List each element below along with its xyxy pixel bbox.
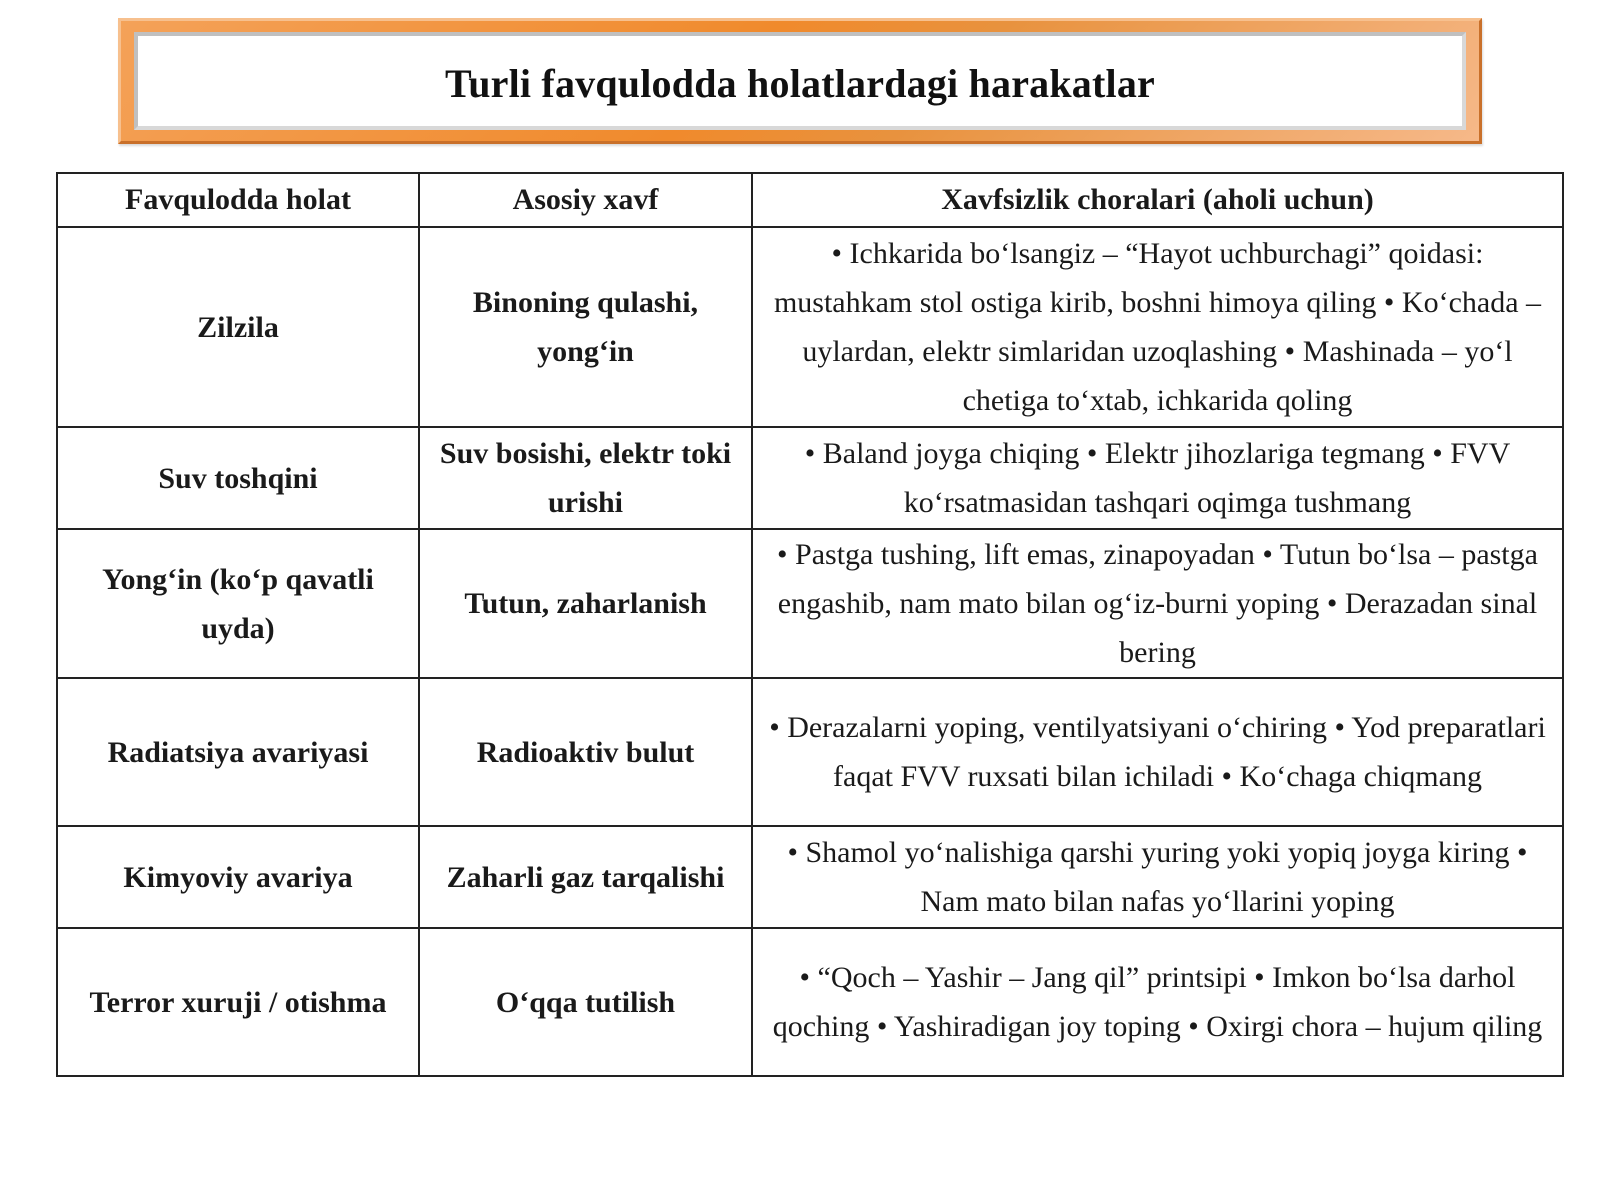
situation-cell: Zilzila: [57, 227, 419, 427]
situation-cell: Yong‘in (ko‘p qavatli uyda): [57, 529, 419, 678]
header-measures: Xavfsizlik choralari (aholi uchun): [752, 173, 1563, 227]
situation-cell: Terror xuruji / otishma: [57, 928, 419, 1076]
title-frame: [118, 18, 1482, 144]
situation-cell: Radiatsiya avariyasi: [57, 678, 419, 826]
danger-cell: Zaharli gaz tarqalishi: [419, 826, 752, 928]
measures-cell: • Pastga tushing, lift emas, zinapoyadan • Tutun bo‘lsa – pastga engashib, nam mato bilan og‘iz-burni yoping • Derazadan sinal bering: [752, 529, 1563, 678]
table-header-row: [57, 173, 1563, 227]
danger-cell: Radioaktiv bulut: [419, 678, 752, 826]
danger-cell: Binoning qulashi, yong‘in: [419, 227, 752, 427]
header-situation: Favqulodda holat: [57, 173, 419, 227]
situation-cell: Suv toshqini: [57, 427, 419, 529]
title-box: [134, 32, 1466, 130]
danger-cell: Tutun, zaharlanish: [419, 529, 752, 678]
danger-cell: Suv bosishi, elektr toki urishi: [419, 427, 752, 529]
measures-cell: • “Qoch – Yashir – Jang qil” printsipi • Imkon bo‘lsa darhol qoching • Yashiradigan joy toping • Oxirgi chora – hujum qiling: [752, 928, 1563, 1076]
table-row: [57, 227, 1563, 427]
table-row: [57, 678, 1563, 826]
table-row: [57, 427, 1563, 529]
measures-cell: • Ichkarida bo‘lsangiz – “Hayot uchburchagi” qoidasi: mustahkam stol ostiga kirib, boshni himoya qiling • Ko‘chada – uylardan, elektr simlaridan uzoqlashing • Mashinada – yo‘l chetiga to‘xtab, ichkarida qoling: [752, 227, 1563, 427]
emergency-actions-table: [56, 172, 1564, 1077]
danger-cell: O‘qqa tutilish: [419, 928, 752, 1076]
measures-cell: • Shamol yo‘nalishiga qarshi yuring yoki yopiq joyga kiring • Nam mato bilan nafas yo‘llarini yoping: [752, 826, 1563, 928]
header-danger: Asosiy xavf: [419, 173, 752, 227]
measures-cell: • Baland joyga chiqing • Elektr jihozlariga tegmang • FVV ko‘rsatmasidan tashqari oqimga tushmang: [752, 427, 1563, 529]
table-row: [57, 826, 1563, 928]
measures-cell: • Derazalarni yoping, ventilyatsiyani o‘chiring • Yod preparatlari faqat FVV ruxsati bilan ichiladi • Ko‘chaga chiqmang: [752, 678, 1563, 826]
situation-cell: Kimyoviy avariya: [57, 826, 419, 928]
table-row: [57, 529, 1563, 678]
table-row: [57, 928, 1563, 1076]
page-title: Turli favqulodda holatlardagi harakatlar: [445, 60, 1155, 106]
